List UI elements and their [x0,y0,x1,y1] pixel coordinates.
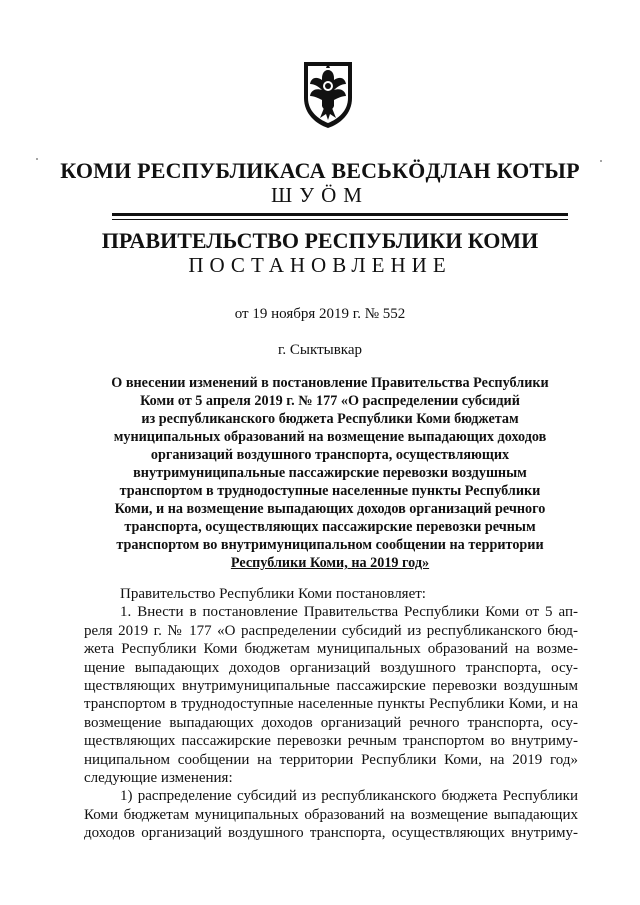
body-line: Коми бюджетам муниципальных образований на возмещение выпадающих [84,806,578,823]
body-line: 1. Внести в постановление Правительства Республики Коми от 5 ап- [120,604,578,621]
body-line: щение выпадающих доходов организаций воздушного транспорта, осу- [84,659,578,676]
body-line: ниципальном сообщении на территории Республики Коми, на 2019 год» [84,751,578,768]
document-city: г. Сыктывкар [277,342,363,358]
document-date: от 19 ноября 2019 г. № 552 [234,306,406,322]
scan-speck [600,160,602,162]
body-line: возмещение выпадающих доходов организаций речного транспорта, осу- [84,714,578,731]
body-line: транспортом в труднодоступные населенные пункты Республики Коми, и на [84,696,578,713]
subject-line: организаций воздушного транспорта, осуществляющих [150,447,510,463]
scan-speck [36,158,38,160]
government-title: ПРАВИТЕЛЬСТВО РЕСПУБЛИКИ КОМИ [101,228,539,253]
subject-line: Коми от 5 апреля 2019 г. № 177 «О распределении субсидий [140,393,520,409]
body-line: реля 2019 г. № 177 «О распределении субсидий из республиканского бюд- [84,622,578,639]
body-line: следующие изменения: [84,770,233,787]
subject-line: Коми, и на возмещение выпадающих доходов организаций речного [114,501,546,517]
subject-line: транспортом в труднодоступные населенные пункты Республики [119,483,541,499]
coat-of-arms-icon [300,58,356,130]
subject-line: муниципальных образований на возмещение выпадающих доходов [113,429,547,445]
subject-line: внутримуниципальные пассажирские перевозки воздушным [133,465,527,481]
body-line: доходов организаций воздушного транспорта, осуществляющих внутриму- [84,825,578,842]
subject-line: транспортом во внутримуниципальном сообщении на территории [116,537,544,553]
body-line: Правительство Республики Коми постановляет: [120,586,426,602]
subject-line: транспорта, осуществляющих пассажирские перевозки речным [124,519,536,535]
subject-line: О внесении изменений в постановление Правительства Республики [111,375,549,391]
document-body [84,585,578,843]
komi-government-title: КОМИ РЕСПУБЛИКАСА ВЕСЬКӦДЛАН КОТЫР [60,158,580,183]
body-line: ществляющих внутримуниципальные пассажирские перевозки воздушным [84,678,578,695]
document-type: ПОСТАНОВЛЕНИЕ [188,253,452,277]
subject-line: Республики Коми, на 2019 год» [230,555,430,571]
komi-document-type: ШУӦМ [271,183,369,207]
header-divider-thick [112,213,568,216]
body-line: жета Республики Коми бюджетам муниципальных образований на возме- [84,641,578,658]
document-subject [90,374,570,572]
body-line: 1) распределение субсидий из республиканского бюджета Республики [120,788,578,805]
body-line: ществляющих пассажирские перевозки речным транспортом во внутриму- [84,733,578,750]
header-divider-thin [112,219,568,220]
subject-line: из республиканского бюджета Республики Коми бюджетам [141,411,519,427]
